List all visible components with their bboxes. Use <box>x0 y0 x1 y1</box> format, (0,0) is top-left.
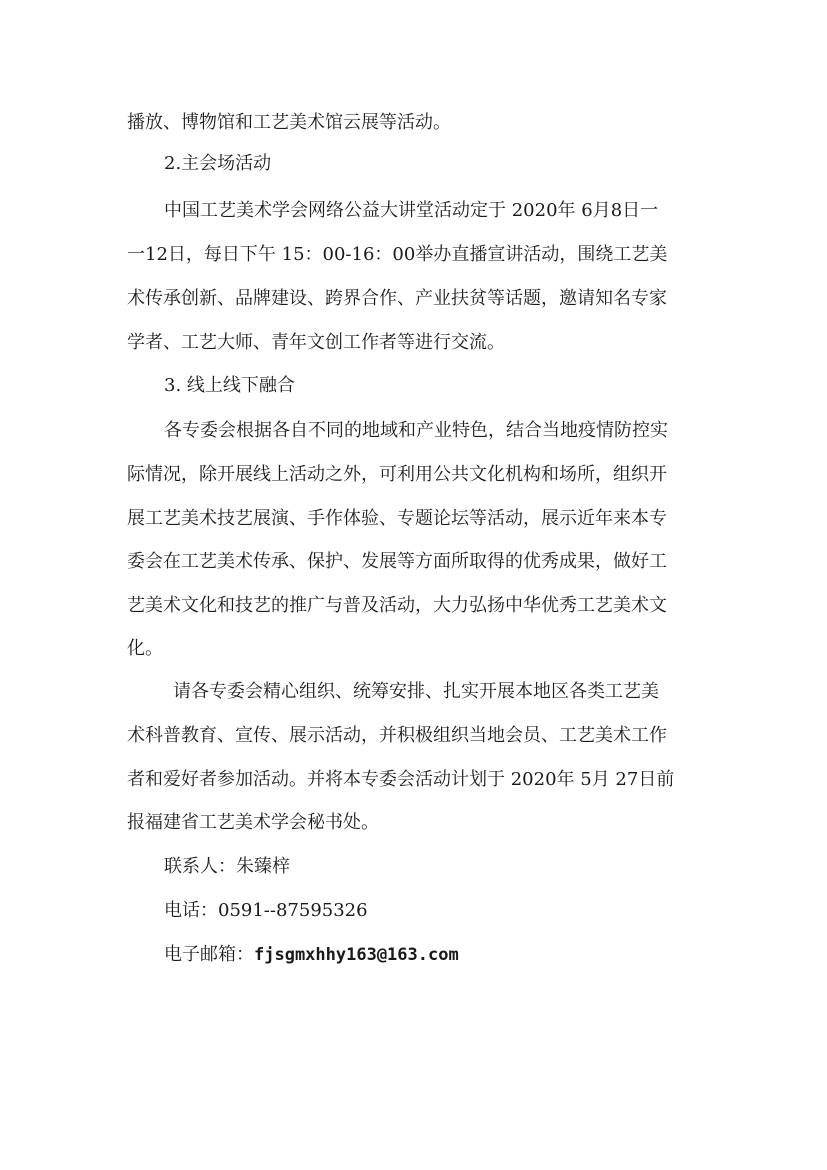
section-heading: 2.主会场活动 <box>164 153 272 174</box>
text-line: 播放、博物馆和工艺美术馆云展等活动。 <box>127 112 451 133</box>
section-heading: 3. 线上线下融合 <box>164 375 295 396</box>
text-line: 术传承创新、品牌建设、跨界合作、产业扶贫等话题，邀请知名专家 <box>127 288 667 309</box>
text-line: 际情况，除开展线上活动之外，可利用公共文化机构和场所，组织开 <box>127 464 667 485</box>
contact-person-label: 联系人： <box>164 856 236 877</box>
text-line: 化。 <box>127 638 163 659</box>
contact-phone <box>164 902 368 920</box>
text-line: 术科普教育、宣传、展示活动，并积极组织当地会员、工艺美术工作 <box>127 725 667 746</box>
text-line: 报福建省工艺美术学会秘书处。 <box>127 812 379 833</box>
text-line: 者和爱好者参加活动。并将本专委会活动计划于 2020年 5月 27日前 <box>127 769 675 790</box>
contact-person <box>164 858 290 876</box>
text-line: 展工艺美术技艺展演、手作体验、专题论坛等活动，展示近年来本专 <box>127 508 667 529</box>
text-line: 各专委会根据各自不同的地域和产业特色，结合当地疫情防控实 <box>164 420 668 441</box>
text-line: 学者、工艺大师、青年文创工作者等进行交流。 <box>127 332 505 353</box>
text-line: 一12日，每日下午 15：00-16：00举办直播宣讲活动，围绕工艺美 <box>127 244 668 265</box>
contact-person-value: 朱臻梓 <box>236 856 290 877</box>
text-line: 委会在工艺美术传承、保护、发展等方面所取得的优秀成果，做好工 <box>127 551 667 572</box>
contact-phone-value: 0591--87595326 <box>218 900 368 921</box>
contact-email <box>164 946 459 964</box>
contact-email-value: fjsgmxhhy163@163.com <box>254 945 459 965</box>
text-line: 中国工艺美术学会网络公益大讲堂活动定于 2020年 6月8日一 <box>164 200 659 221</box>
contact-email-label: 电子邮箱： <box>164 944 254 965</box>
text-line: 请各专委会精心组织、统筹安排、扎实开展本地区各类工艺美 <box>173 681 659 702</box>
text-line: 艺美术文化和技艺的推广与普及活动，大力弘扬中华优秀工艺美术文 <box>127 595 667 616</box>
contact-phone-label: 电话： <box>164 900 218 921</box>
